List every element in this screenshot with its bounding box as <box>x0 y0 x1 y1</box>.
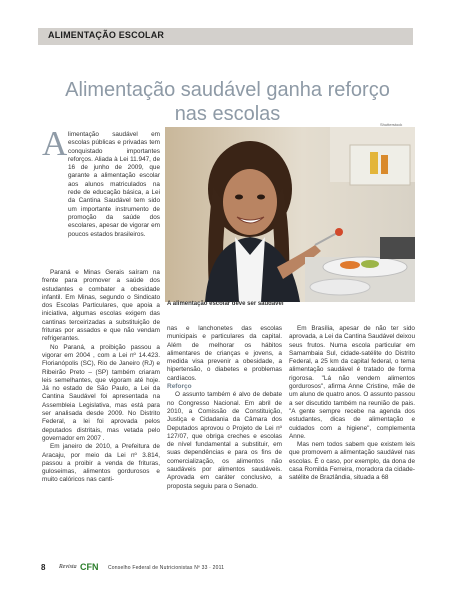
article-photo <box>165 127 415 302</box>
paragraph: O assunto também é alvo de debate no Congresso Nacional. Em abril de 2010, a Comissão de Constituição, Justiça e Cidadania da Câmara dos Deputados aprovou o Projeto de Lei nº 127/07, que obriga creches e escolas de nível fundamental a substituir, em suas dependências e para os fins de comercialização, os alimentos não saudáveis por alimentos saudáveis. Aprovada em caráter conclusivo, a proposta seguiu para o Senado. <box>167 391 282 490</box>
photo-credit: Shutterstock <box>380 122 403 127</box>
section-header <box>38 28 413 45</box>
drop-cap: A <box>42 124 68 163</box>
page-number: 8 <box>41 563 46 572</box>
column-2 <box>167 325 282 491</box>
photo-caption: A alimentação escolar deve ser saudável <box>167 301 284 307</box>
paragraph: No Paraná, a proibição passou a vigorar em 2004 , com a Lei nº 14.423. Florianópolis (SC), Rio de Janeiro (RJ) e Ribeirão Preto – (SP) também criaram leis semelhantes, que vigoram até hoje. Já no estado de São Paulo, a Lei da Cantina Saudável foi apresentada na Assembleia Legislativa, mas está para ser analisada desde 2009. No Distrito Federal, a lei foi aprovada pelos deputados distritais, mas vetada pelo governador em 2007 . <box>42 343 160 442</box>
lead-paragraph: limentação saudável em escolas públicas e privadas tem conquistado importantes reforços. Aliada à Lei 11.947, de 16 de junho de 2009, que garante a alimentação escolar aos alunos matriculados na rede de educação básica, a Lei da Cantina Saudável tem sido um importante instrumento de promoção da saúde dos escolares, apesar de vigorar em poucos estados brasileiros. <box>68 131 160 238</box>
girl-eating-photo <box>165 127 415 302</box>
paragraph: nas e lanchonetes das escolas municipais e particulares da capital. Além de melhorar os hábitos alimentares de crianças e jovens, a medida visa prevenir a obesidade, a hipertensão, o diabetes e problemas cardíacos. <box>167 325 282 382</box>
subheading: Reforço <box>167 383 192 391</box>
headline: Alimentação saudável ganha reforço nas escolas <box>65 79 390 126</box>
paragraph: Paraná e Minas Gerais saíram na frente para promover a saúde dos estudantes e combater a obesidade infantil. Em Minas, segundo o Sindicato dos Escolas Particulares, que apoia a iniciativa, algumas escolas exigem das cantinas terceirizadas a substituição de frituras por assados e que não vendam refrigerantes. <box>42 269 160 343</box>
page-footer <box>0 562 449 576</box>
column-1 <box>42 269 160 485</box>
revista-label: Revista <box>59 564 77 570</box>
publication-name: Conselho Federal de Nutricionistas Nº 33 · 2011 <box>108 565 225 571</box>
paragraph: Mas nem todos sabem que existem leis que promovem a alimentação saudável nas escolas. É o caso, por exemplo, da dona de casa Romilda Ferreira, moradora da cidade-satélite de Brazlândia, situada a 68 <box>289 441 415 482</box>
column-1-lead <box>42 131 160 239</box>
brand-logo: CFN <box>80 562 99 572</box>
paragraph: Em janeiro de 2010, a Prefeitura de Aracaju, por meio da Lei nº 3.814, passou a proibir a venda de frituras, guloseimas, alimentos gordurosos e muito calóricos nas canti- <box>42 443 160 484</box>
paragraph: Em Brasília, apesar de não ter sido aprovada, a Lei da Cantina Saudável deixou seus frutos. Numa escola particular em Samambaia Sul, cidade-satélite do Distrito Federal, a 25 km da capital federal, o tema alimentação saudável é tratado de forma rigorosa. "Lá não vendem alimentos gordurosos", afirma Anne Cristine, mãe de um aluno de quatro anos. O assunto passou a ser discutido também na reunião de pais. "A gente sempre recebe na agenda dos estudantes, dicas de alimentação e cuidados com a higiene", complementa Anne. <box>289 325 415 440</box>
column-3 <box>289 325 415 483</box>
section-title: ALIMENTAÇÃO ESCOLAR <box>48 30 165 40</box>
